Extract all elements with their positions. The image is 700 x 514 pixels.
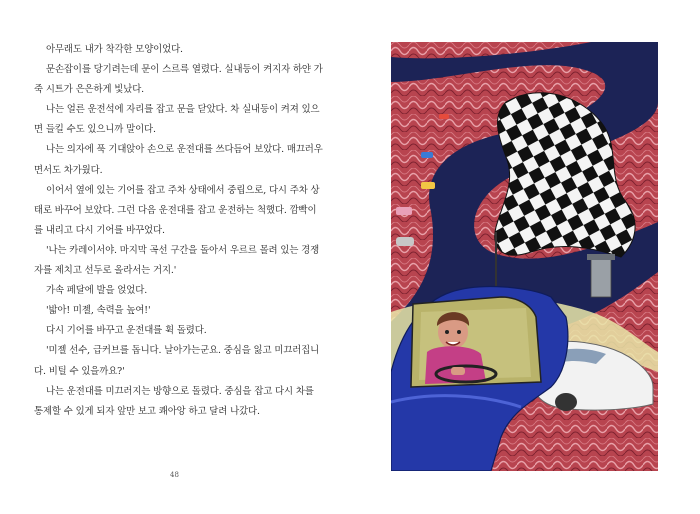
distant-car-blue bbox=[421, 152, 433, 158]
paragraph-11: 나는 운전대를 미끄러지는 방향으로 돌렸다. 중심을 잡고 다시 차를 통제할 수 있게 되자 앞만 보고 쾌아앙 하고 달려 나갔다. bbox=[34, 385, 314, 417]
tower bbox=[591, 257, 611, 297]
paragraph-6: '나는 카레이서야. 마지막 곡선 구간을 돌아서 우르르 몰려 있는 경쟁자를 제치고 선두로 올라서는 거지.' bbox=[34, 244, 320, 277]
distant-car-yellow bbox=[421, 182, 435, 189]
paragraph-8: '밟아! 미젤, 속력을 높여!' bbox=[46, 305, 151, 317]
paragraph-9: 다시 기어를 바꾸고 운전대를 휙 돌렸다. bbox=[46, 325, 207, 337]
paragraph-3: 나는 얼른 운전석에 자리를 잡고 문을 닫았다. 차 실내등이 켜져 있으면 들킬 수도 있으니까 말이다. bbox=[34, 104, 320, 136]
rival-car-wheel bbox=[555, 393, 577, 411]
paragraph-5: 이어서 옆에 있는 기어를 잡고 주차 상태에서 중립으로, 다시 주차 상태로 바꾸어 보았다. 그런 다음 운전대를 잡고 운전하는 척했다. 깜빡이를 내리고 다시 기어를 바꾸었다. bbox=[34, 184, 320, 236]
boy-eye-left bbox=[445, 330, 449, 334]
boy-eye-right bbox=[457, 330, 461, 334]
illustration-artwork bbox=[391, 42, 658, 471]
racing-illustration bbox=[391, 42, 658, 471]
paragraph-2: 문손잡이를 당기려는데 문이 스르륵 열렸다. 실내등이 켜지자 하얀 가죽 시트가 은은하게 빛났다. bbox=[34, 64, 323, 96]
tower-top bbox=[587, 254, 615, 260]
distant-car-red bbox=[439, 114, 449, 119]
paragraph-4: 나는 의자에 푹 기대앉아 손으로 운전대를 쓰다듬어 보았다. 매끄러우면서도 차가웠다. bbox=[34, 144, 323, 176]
distant-car-pink bbox=[396, 207, 412, 215]
paragraph-7: 가속 페달에 발을 얹었다. bbox=[46, 285, 148, 297]
paragraph-1: 아무래도 내가 착각한 모양이었다. bbox=[46, 44, 183, 55]
paragraph-10: '미젤 선수, 급커브를 돕니다. 날아가는군요. 중심을 잃고 미끄러집니다. 비틸 수 있을까요?' bbox=[34, 345, 320, 377]
page-number: 48 bbox=[170, 471, 179, 479]
boy-hand bbox=[451, 367, 465, 375]
distant-car-grey bbox=[396, 237, 414, 246]
left-text-page bbox=[34, 40, 324, 422]
